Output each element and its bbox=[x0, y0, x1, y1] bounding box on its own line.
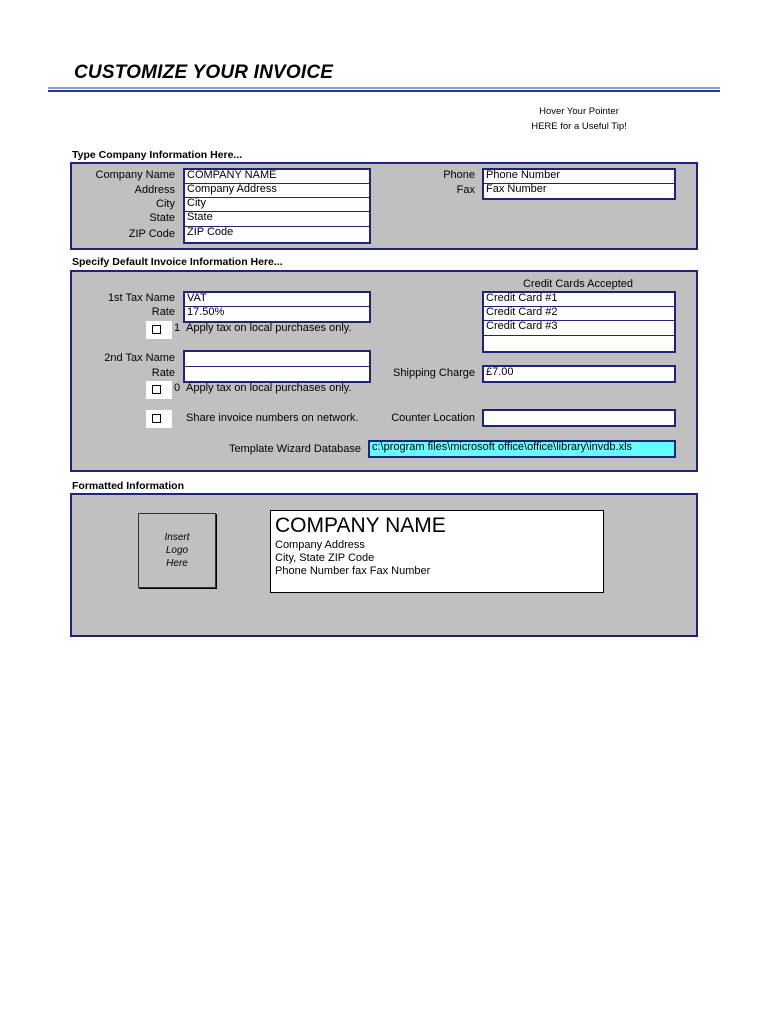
company-section-heading: Type Company Information Here... bbox=[72, 149, 243, 161]
invoice-section-heading: Specify Default Invoice Information Here... bbox=[72, 256, 283, 268]
logo-line-2: Logo bbox=[165, 545, 189, 556]
preview-company-name: COMPANY NAME bbox=[275, 514, 446, 537]
checkbox-square-icon bbox=[152, 325, 161, 334]
company-name-field[interactable]: COMPANY NAME bbox=[183, 168, 371, 184]
tax1-name-field[interactable]: VAT bbox=[183, 291, 371, 307]
checkbox-square-icon bbox=[152, 414, 161, 423]
credit-card-1-field[interactable]: Credit Card #1 bbox=[482, 291, 676, 307]
company-name-label: Company Name bbox=[95, 169, 175, 181]
city-label: City bbox=[156, 198, 175, 210]
state-field[interactable]: State bbox=[183, 211, 371, 227]
city-field[interactable]: City bbox=[183, 197, 371, 212]
fax-field[interactable]: Fax Number bbox=[482, 183, 676, 200]
shipping-charge-field[interactable]: £7.00 bbox=[482, 365, 676, 383]
credit-card-3-field[interactable]: Credit Card #3 bbox=[482, 320, 676, 336]
rate1-label: Rate bbox=[151, 306, 175, 318]
logo-line-1: Insert bbox=[164, 532, 190, 543]
preview-phone-line: Phone Number fax Fax Number bbox=[275, 565, 431, 577]
phone-label: Phone bbox=[443, 169, 475, 181]
page-title: CUSTOMIZE YOUR INVOICE bbox=[74, 62, 334, 83]
tax2-name-field[interactable] bbox=[183, 350, 371, 367]
fax-label: Fax bbox=[456, 184, 475, 196]
tip-line-2[interactable]: HERE for a Useful Tip! bbox=[531, 121, 627, 132]
state-label: State bbox=[149, 212, 175, 224]
address-label: Address bbox=[134, 184, 175, 196]
logo-line-3: Here bbox=[166, 558, 188, 569]
counter-location-field[interactable] bbox=[482, 409, 676, 427]
formatted-preview-box bbox=[270, 510, 604, 593]
template-db-label: Template Wizard Database bbox=[228, 443, 361, 455]
tax2-local-checkbox[interactable] bbox=[146, 381, 172, 399]
share-invoice-checkbox[interactable] bbox=[146, 410, 172, 428]
credit-cards-heading: Credit Cards Accepted bbox=[522, 278, 634, 290]
address-field[interactable]: Company Address bbox=[183, 183, 371, 198]
tip-line-1[interactable]: Hover Your Pointer bbox=[539, 106, 619, 117]
zip-label: ZIP Code bbox=[128, 228, 175, 240]
header-rule-light bbox=[48, 87, 720, 89]
counter-location-label: Counter Location bbox=[391, 412, 475, 424]
insert-logo-box[interactable] bbox=[138, 513, 216, 588]
preview-address: Company Address bbox=[275, 539, 365, 551]
tax2-local-value: 0 bbox=[174, 382, 181, 394]
credit-card-2-field[interactable]: Credit Card #2 bbox=[482, 306, 676, 321]
tax1-name-label: 1st Tax Name bbox=[107, 292, 175, 304]
preview-city-line: City, State ZIP Code bbox=[275, 552, 375, 564]
phone-field[interactable]: Phone Number bbox=[482, 168, 676, 184]
header-rule-dark bbox=[48, 90, 720, 92]
rate2-field[interactable] bbox=[183, 366, 371, 383]
share-invoice-label: Share invoice numbers on network. bbox=[186, 412, 359, 424]
template-db-field[interactable]: c:\program files\microsoft office\office\library\invdb.xls bbox=[368, 440, 676, 458]
checkbox-square-icon bbox=[152, 385, 161, 394]
tax1-local-value: 1 bbox=[174, 322, 181, 334]
tax2-name-label: 2nd Tax Name bbox=[104, 352, 175, 364]
tax1-local-label: Apply tax on local purchases only. bbox=[186, 322, 352, 334]
credit-card-4-field[interactable] bbox=[482, 335, 676, 353]
tax2-local-label: Apply tax on local purchases only. bbox=[186, 382, 352, 394]
rate1-field[interactable]: 17.50% bbox=[183, 306, 371, 323]
rate2-label: Rate bbox=[151, 367, 175, 379]
tax1-local-checkbox[interactable] bbox=[146, 321, 172, 339]
formatted-section-heading: Formatted Information bbox=[72, 480, 184, 492]
shipping-charge-label: Shipping Charge bbox=[393, 367, 475, 379]
zip-field[interactable]: ZIP Code bbox=[183, 226, 371, 244]
